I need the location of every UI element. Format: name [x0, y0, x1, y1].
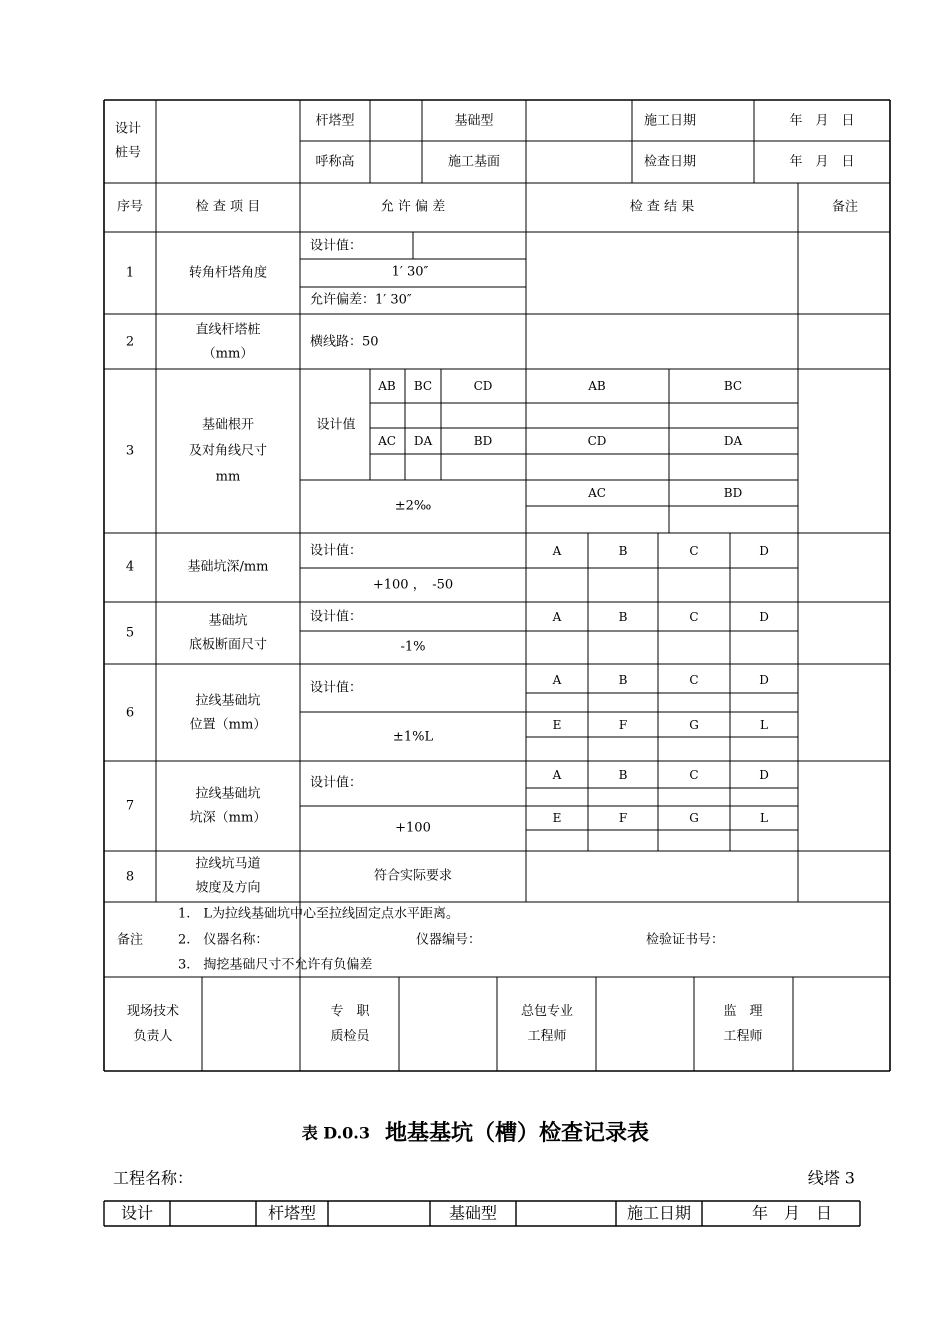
row-item: 坡度及方向 [195, 880, 261, 896]
row-item: 位置（mm） [189, 717, 267, 733]
row-number: 2 [125, 334, 135, 350]
construction-date-value: 年 月 日 [789, 113, 855, 129]
pit-corner-label: G [689, 718, 699, 732]
column-remark: 备注 [831, 199, 859, 215]
result-header: CD [587, 434, 607, 448]
inspection-date-label: 检查日期 [643, 154, 697, 170]
column-result: 检 查 结 果 [629, 199, 695, 215]
note-2: 2. 仪器名称： [178, 932, 269, 948]
next-construction-date-label: 施工日期 [626, 1203, 692, 1223]
tolerance-value: +100 [395, 820, 431, 836]
tolerance-value: +100 ， -50 [372, 577, 454, 593]
construction-date-label: 施工日期 [643, 113, 697, 129]
next-date-value: 年 月 日 [751, 1203, 833, 1223]
construction-base-label: 施工基面 [447, 154, 501, 170]
signature-quality-inspector-label: 专 职 [330, 1004, 370, 1019]
result-header: BC [723, 379, 743, 393]
column-tolerance: 允 许 偏 差 [380, 199, 446, 215]
pit-corner-label: F [618, 811, 628, 825]
row-item: 基础坑 [208, 613, 248, 629]
nominal-height-label: 呼称高 [315, 154, 355, 170]
pit-corner-label: B [618, 768, 628, 782]
pit-corner-label: L [760, 811, 768, 825]
pit-corner-label: D [759, 544, 769, 558]
result-header: DA [723, 434, 743, 448]
design-value-label: 设计值： [310, 775, 363, 791]
row-item: （mm） [202, 346, 254, 362]
design-value-label: 设计值 [316, 417, 356, 433]
signature-supervisor-label: 监 理 [723, 1004, 763, 1019]
signature-site-tech-label: 现场技术 [126, 1004, 180, 1019]
row-number: 1 [125, 265, 135, 281]
design-value-label: 设计值： [310, 680, 363, 696]
row-number: 6 [125, 705, 135, 721]
pit-corner-label: A [552, 673, 562, 687]
table-title: 地基基坑（槽）检查记录表 [385, 1120, 650, 1146]
row-item: 基础根开 [201, 417, 255, 433]
tolerance-value: 横线路：50 [310, 334, 379, 350]
design-pile-label: 设计 [114, 121, 142, 137]
notes-label: 备注 [116, 932, 144, 948]
pit-corner-label: D [759, 610, 769, 624]
row-number: 5 [125, 625, 135, 641]
pit-corner-label: E [552, 811, 562, 825]
signature-site-tech-label: 负责人 [133, 1029, 173, 1044]
tolerance-value: 符合实际要求 [373, 868, 453, 884]
row-item: 底板断面尺寸 [188, 637, 268, 653]
row-item: 转角杆塔角度 [188, 265, 268, 281]
pit-corner-label: A [552, 610, 562, 624]
design-pile-label: 桩号 [114, 145, 142, 161]
design-value-label: 设计值： [310, 609, 363, 625]
pit-corner-label: L [760, 718, 768, 732]
pit-corner-label: A [552, 544, 562, 558]
result-header: BD [723, 486, 743, 500]
pit-corner-label: C [689, 610, 699, 624]
certificate-number-label: 检验证书号： [646, 932, 725, 948]
pit-corner-label: B [618, 610, 628, 624]
pit-corner-label: F [618, 718, 628, 732]
design-value-label: 设计值： [310, 238, 363, 254]
note-3: 3. 掏挖基础尺寸不允许有负偏差 [178, 957, 373, 973]
row-item: 基础坑深/mm [187, 559, 269, 575]
dimension-header: DA [413, 434, 433, 448]
row-item: 直线杆塔桩 [195, 322, 261, 338]
row-number: 4 [125, 559, 135, 575]
row-item: mm [215, 469, 241, 485]
tolerance-value: -1% [400, 639, 426, 655]
table-text [113, 113, 858, 1223]
row-item: 拉线基础坑 [195, 693, 261, 709]
dimension-header: BC [413, 379, 433, 393]
signature-supervisor-label: 工程师 [723, 1029, 763, 1044]
tolerance-value: 允许偏差：1′ 30″ [310, 292, 412, 308]
signature-contractor-engineer-label: 工程师 [527, 1029, 567, 1044]
foundation-type-label: 基础型 [454, 113, 494, 129]
angle-value: 1′ 30″ [391, 264, 429, 280]
note-1: 1. L为拉线基础坑中心至拉线固定点水平距离。 [178, 906, 460, 922]
tolerance-value: ±2‰ [394, 498, 432, 514]
signature-quality-inspector-label: 质检员 [330, 1029, 370, 1044]
row-item: 坑深（mm） [189, 810, 267, 826]
row-number: 7 [125, 798, 135, 814]
inspection-date-value: 年 月 日 [789, 154, 855, 170]
result-header: AC [588, 486, 606, 500]
next-tower-type-label: 杆塔型 [267, 1203, 317, 1223]
pit-corner-label: E [552, 718, 562, 732]
pit-corner-label: C [689, 768, 699, 782]
pit-corner-label: C [689, 673, 699, 687]
table-number: 表 D.0.3 [301, 1123, 370, 1143]
pit-corner-label: C [689, 544, 699, 558]
dimension-header: AB [378, 379, 396, 393]
dimension-header: AC [378, 434, 396, 448]
pit-corner-label: B [618, 673, 628, 687]
instrument-number-label: 仪器编号： [416, 932, 482, 948]
next-foundation-type-label: 基础型 [448, 1203, 498, 1223]
row-item: 拉线基础坑 [195, 786, 261, 802]
next-design-label: 设计 [120, 1203, 154, 1223]
row-number: 3 [125, 443, 135, 459]
row-number: 8 [125, 869, 135, 885]
pit-corner-label: D [759, 673, 769, 687]
tower-type-label: 杆塔型 [315, 113, 355, 129]
signature-contractor-engineer-label: 总包专业 [520, 1004, 574, 1019]
pit-corner-label: D [759, 768, 769, 782]
tolerance-value: ±1%L [392, 729, 434, 745]
pit-corner-label: B [618, 544, 628, 558]
dimension-header: BD [473, 434, 493, 448]
project-name-label: 工程名称： [113, 1168, 194, 1188]
result-header: AB [588, 379, 606, 393]
column-item: 检 查 项 目 [195, 199, 261, 215]
design-value-label: 设计值： [310, 543, 363, 559]
column-seq: 序号 [116, 199, 144, 215]
row-item: 及对角线尺寸 [188, 443, 268, 459]
pit-corner-label: A [552, 768, 562, 782]
row-item: 拉线坑马道 [195, 856, 261, 872]
pit-corner-label: G [689, 811, 699, 825]
dimension-header: CD [473, 379, 493, 393]
line-tower-label: 线塔 3 [807, 1168, 855, 1188]
